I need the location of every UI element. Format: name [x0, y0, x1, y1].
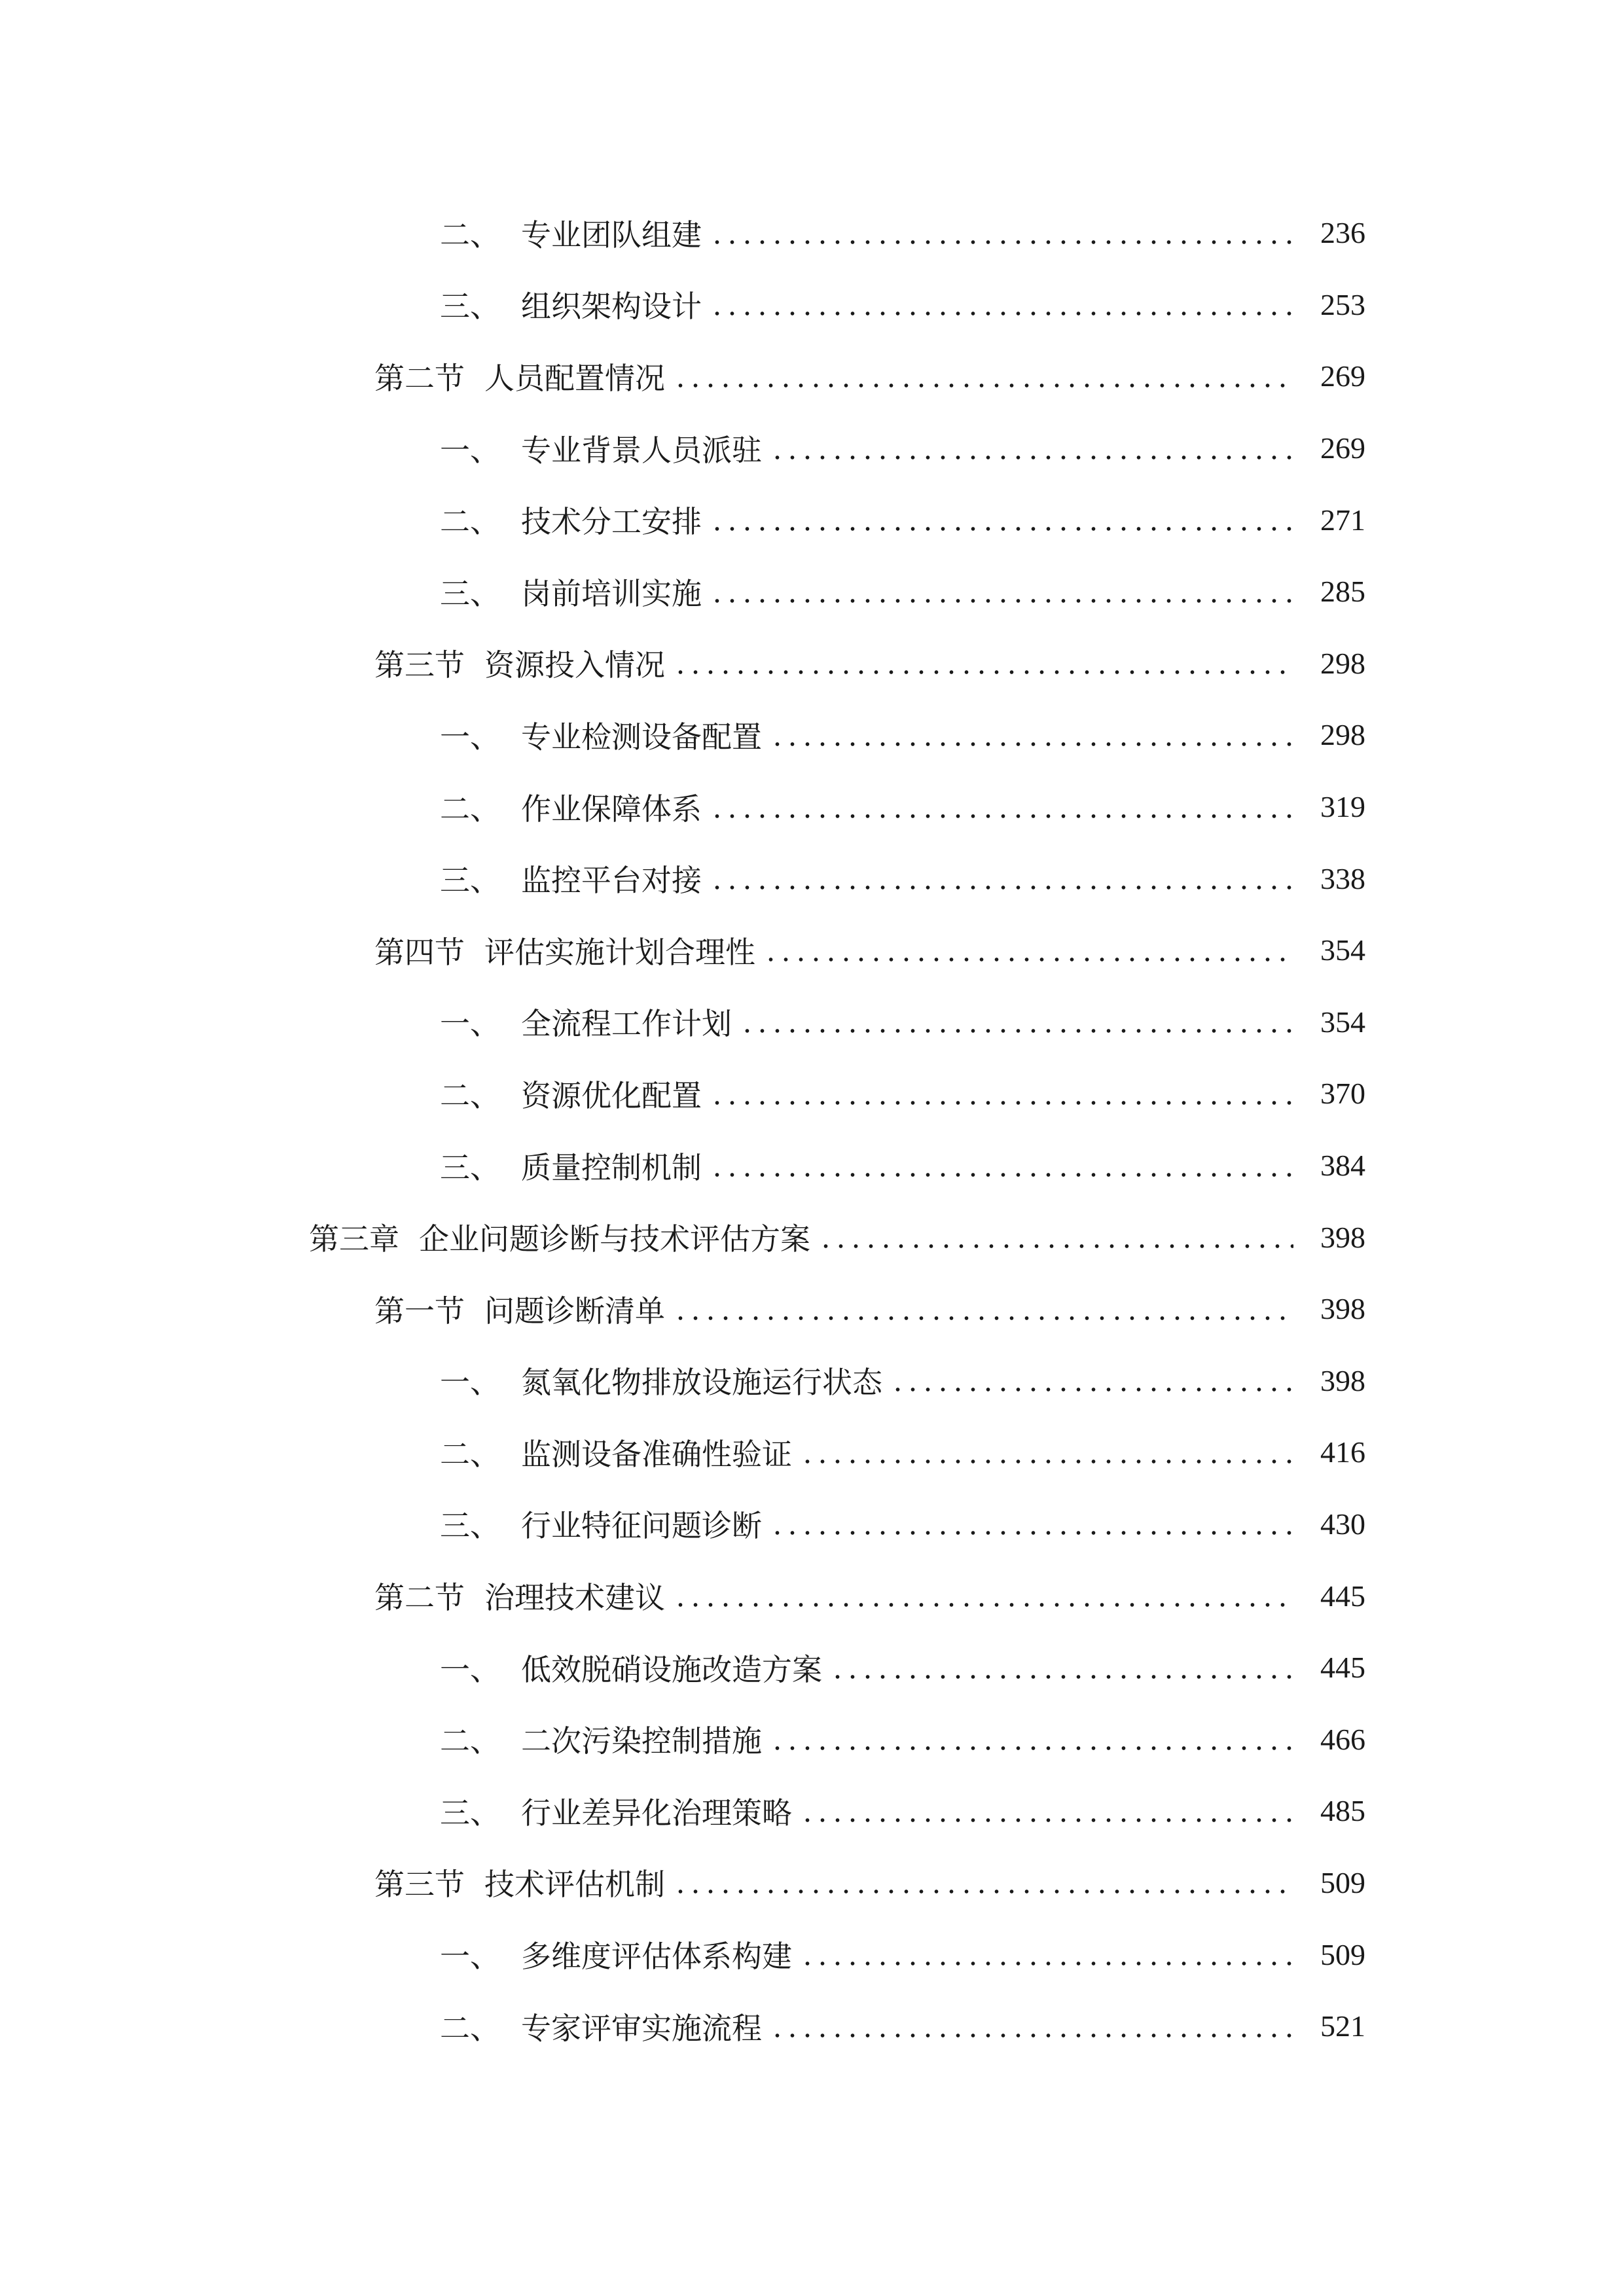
- toc-entry-number: 三、: [440, 1508, 500, 1544]
- toc-entry-title: 质量控制机制: [521, 1149, 702, 1185]
- toc-entry: [0, 1488, 1624, 1560]
- toc-entry-number: 三、: [440, 1795, 500, 1831]
- toc-entry: [0, 412, 1624, 484]
- toc-page-number: 269: [1320, 431, 1365, 465]
- toc-entry: [0, 1560, 1624, 1632]
- dot-leader: [830, 1675, 1293, 1679]
- toc-entry-text: [440, 2005, 762, 2048]
- toc-entry: [0, 1632, 1624, 1704]
- toc-page-number: 398: [1320, 1363, 1365, 1397]
- toc-entry-number: 二、: [440, 504, 500, 540]
- toc-entry-title: 专业团队组建: [521, 217, 702, 253]
- toc-entry-number: 二、: [440, 2010, 500, 2046]
- toc-entry: [0, 1201, 1624, 1273]
- toc-page-number: 384: [1320, 1149, 1365, 1183]
- toc-entry: [0, 1058, 1624, 1130]
- dot-leader: [800, 1818, 1293, 1822]
- toc-entry-title: 评估实施计划合理性: [484, 934, 755, 970]
- toc-entry-title: 问题诊断清单: [484, 1293, 665, 1329]
- toc-entry-text: [440, 1431, 792, 1474]
- toc-entry-title: 资源优化配置: [521, 1077, 702, 1113]
- toc-page-number: 298: [1320, 646, 1365, 680]
- dot-leader: [673, 1316, 1293, 1320]
- dot-leader: [740, 1029, 1293, 1033]
- toc-entry: [0, 556, 1624, 628]
- dot-leader: [710, 527, 1293, 531]
- toc-entry-number: 二、: [440, 217, 500, 253]
- toc-entry: [0, 842, 1624, 914]
- toc-entry-title: 行业特征问题诊断: [521, 1508, 762, 1544]
- toc-entry-text: [440, 713, 762, 757]
- toc-entry: [0, 1703, 1624, 1775]
- toc-entry-title: 全流程工作计划: [521, 1006, 732, 1042]
- dot-leader: [770, 742, 1293, 746]
- dot-leader: [673, 384, 1293, 387]
- toc-entry-title: 监测设备准确性验证: [521, 1436, 792, 1472]
- toc-entry-text: [440, 1072, 702, 1115]
- toc-entry-text: [374, 1861, 665, 1904]
- dot-leader: [710, 886, 1293, 889]
- toc-page-number: 269: [1320, 359, 1365, 393]
- toc-entry-text: [440, 857, 702, 900]
- toc-page-number: 521: [1320, 2009, 1365, 2043]
- dot-leader: [710, 599, 1293, 603]
- toc-entry: [0, 1847, 1624, 1919]
- toc-entry-text: [374, 355, 665, 398]
- toc-page-number: 354: [1320, 933, 1365, 967]
- toc-entry-text: [440, 211, 702, 255]
- toc-entry-title: 治理技术建议: [484, 1580, 665, 1616]
- toc-entry-text: [374, 641, 665, 685]
- toc-entry-number: 二、: [440, 791, 500, 827]
- dot-leader: [770, 2034, 1293, 2037]
- toc-entry: [0, 1416, 1624, 1488]
- toc-page-number: 236: [1320, 216, 1365, 250]
- toc-entry-title: 组织架构设计: [521, 289, 702, 325]
- toc-entry-text: [440, 1789, 792, 1833]
- dot-leader: [710, 312, 1293, 315]
- toc-entry-text: [440, 498, 702, 541]
- toc-entry: [0, 628, 1624, 700]
- toc-entry: [0, 1345, 1624, 1417]
- dot-leader: [710, 814, 1293, 818]
- toc-entry: [0, 197, 1624, 269]
- toc-entry: [0, 1130, 1624, 1202]
- toc-entry-text: [440, 1144, 702, 1187]
- dot-leader: [710, 1173, 1293, 1177]
- toc-page-number: 466: [1320, 1722, 1365, 1756]
- toc-entry: [0, 914, 1624, 986]
- toc-page-number: 253: [1320, 287, 1365, 321]
- toc-entry-text: [440, 570, 702, 613]
- toc-entry-number: 一、: [440, 432, 500, 468]
- table-of-contents: [0, 197, 1624, 2062]
- toc-entry-text: [440, 283, 702, 326]
- dot-leader: [710, 240, 1293, 244]
- toc-entry-title: 技术分工安排: [521, 504, 702, 540]
- toc-entry-number: 二、: [440, 1723, 500, 1759]
- toc-page-number: 430: [1320, 1507, 1365, 1541]
- toc-entry-number: 一、: [440, 1006, 500, 1042]
- dot-leader: [800, 1962, 1293, 1965]
- toc-entry-title: 企业问题诊断与技术评估方案: [419, 1221, 810, 1257]
- toc-page-number: 398: [1320, 1220, 1365, 1254]
- toc-entry-number: 三、: [440, 1149, 500, 1185]
- toc-entry-number: 三、: [440, 575, 500, 611]
- toc-entry-title: 行业差异化治理策略: [521, 1795, 792, 1831]
- toc-entry-number: 第三章: [309, 1221, 399, 1257]
- toc-entry-text: [440, 1000, 732, 1043]
- toc-entry-title: 作业保障体系: [521, 791, 702, 827]
- toc-page-number: 354: [1320, 1005, 1365, 1039]
- toc-entry-number: 一、: [440, 1651, 500, 1687]
- toc-entry-text: [440, 427, 762, 470]
- toc-entry-number: 第二节: [374, 1580, 465, 1616]
- toc-page-number: 445: [1320, 1579, 1365, 1613]
- toc-page-number: 271: [1320, 503, 1365, 537]
- toc-page-number: 298: [1320, 718, 1365, 752]
- toc-entry-number: 第一节: [374, 1293, 465, 1329]
- toc-entry-text: [440, 1933, 792, 1976]
- toc-entry-title: 岗前培训实施: [521, 575, 702, 611]
- toc-entry-text: [440, 1646, 822, 1689]
- toc-entry-title: 二次污染控制措施: [521, 1723, 762, 1759]
- dot-leader: [770, 1746, 1293, 1750]
- toc-entry: [0, 1990, 1624, 2062]
- dot-leader: [770, 456, 1293, 459]
- toc-entry-number: 一、: [440, 1939, 500, 1975]
- toc-entry: [0, 699, 1624, 771]
- toc-page-number: 285: [1320, 575, 1365, 609]
- toc-entry-number: 二、: [440, 1077, 500, 1113]
- toc-entry: [0, 484, 1624, 556]
- toc-entry-number: 第二节: [374, 360, 465, 396]
- dot-leader: [710, 1101, 1293, 1105]
- toc-page-number: 509: [1320, 1865, 1365, 1899]
- toc-page-number: 509: [1320, 1937, 1365, 1971]
- toc-entry-text: [309, 1215, 810, 1259]
- toc-entry-title: 氮氧化物排放设施运行状态: [521, 1365, 882, 1401]
- dot-leader: [763, 958, 1293, 961]
- toc-entry-title: 人员配置情况: [484, 360, 665, 396]
- toc-entry-title: 专业检测设备配置: [521, 719, 762, 755]
- toc-entry-text: [374, 1574, 665, 1617]
- toc-entry: [0, 1273, 1624, 1345]
- dot-leader: [673, 1603, 1293, 1607]
- dot-leader: [673, 1890, 1293, 1893]
- toc-entry-title: 技术评估机制: [484, 1867, 665, 1903]
- toc-entry-text: [440, 1359, 882, 1402]
- dot-leader: [818, 1244, 1293, 1248]
- toc-entry-number: 三、: [440, 289, 500, 325]
- toc-entry-number: 第四节: [374, 934, 465, 970]
- toc-entry-number: 第三节: [374, 647, 465, 683]
- toc-entry-text: [440, 785, 702, 829]
- dot-leader: [800, 1460, 1293, 1463]
- toc-page-number: 338: [1320, 861, 1365, 895]
- toc-entry: [0, 986, 1624, 1058]
- toc-entry: [0, 771, 1624, 843]
- toc-entry-title: 专家评审实施流程: [521, 2010, 762, 2046]
- toc-page-number: 485: [1320, 1794, 1365, 1828]
- toc-entry-number: 第三节: [374, 1867, 465, 1903]
- toc-entry-title: 低效脱硝设施改造方案: [521, 1651, 822, 1687]
- toc-entry-number: 二、: [440, 1436, 500, 1472]
- toc-page-number: 445: [1320, 1651, 1365, 1685]
- toc-entry-title: 监控平台对接: [521, 863, 702, 899]
- toc-entry-number: 一、: [440, 1365, 500, 1401]
- toc-entry-text: [440, 1717, 762, 1761]
- toc-entry-title: 多维度评估体系构建: [521, 1939, 792, 1975]
- dot-leader: [673, 670, 1293, 674]
- toc-entry: [0, 269, 1624, 341]
- toc-entry-number: 一、: [440, 719, 500, 755]
- dot-leader: [890, 1388, 1293, 1391]
- toc-entry-number: 三、: [440, 863, 500, 899]
- toc-entry: [0, 1918, 1624, 1990]
- toc-entry-text: [374, 929, 755, 972]
- toc-page-number: 416: [1320, 1435, 1365, 1469]
- toc-page-number: 370: [1320, 1077, 1365, 1111]
- toc-entry: [0, 1775, 1624, 1847]
- toc-entry-title: 资源投入情况: [484, 647, 665, 683]
- toc-entry-text: [374, 1287, 665, 1331]
- toc-entry-title: 专业背景人员派驻: [521, 432, 762, 468]
- dot-leader: [770, 1531, 1293, 1535]
- toc-page-number: 398: [1320, 1292, 1365, 1326]
- toc-entry: [0, 340, 1624, 412]
- toc-page-number: 319: [1320, 790, 1365, 824]
- toc-entry-text: [440, 1502, 762, 1545]
